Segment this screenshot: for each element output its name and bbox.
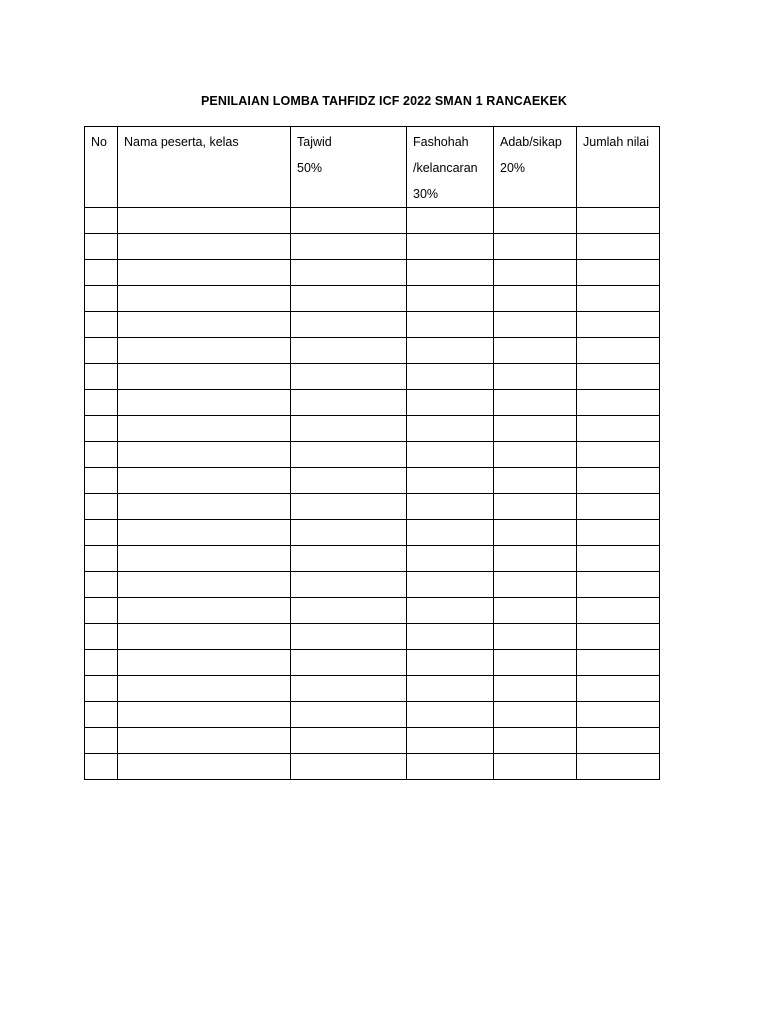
table-row	[85, 546, 660, 572]
table-cell	[291, 676, 407, 702]
table-cell	[577, 286, 660, 312]
table-cell	[407, 364, 494, 390]
table-cell	[494, 650, 577, 676]
table-cell	[577, 234, 660, 260]
table-cell	[407, 572, 494, 598]
table-cell	[118, 468, 291, 494]
header-no	[85, 127, 118, 208]
table-row	[85, 728, 660, 754]
table-cell	[85, 442, 118, 468]
table-cell	[494, 286, 577, 312]
table-cell	[577, 442, 660, 468]
table-cell	[407, 598, 494, 624]
table-cell	[577, 260, 660, 286]
header-text-line: 30%	[413, 187, 439, 201]
table-cell	[494, 546, 577, 572]
table-cell	[407, 702, 494, 728]
table-cell	[118, 416, 291, 442]
header-text-line: 20%	[500, 161, 526, 175]
table-cell	[85, 208, 118, 234]
table-row	[85, 598, 660, 624]
table-cell	[407, 754, 494, 780]
table-cell	[494, 572, 577, 598]
table-cell	[291, 468, 407, 494]
table-cell	[85, 494, 118, 520]
table-cell	[291, 286, 407, 312]
table-cell	[85, 312, 118, 338]
table-cell	[118, 338, 291, 364]
header-text-line: Jumlah nilai	[583, 135, 650, 149]
table-cell	[577, 754, 660, 780]
table-cell	[118, 208, 291, 234]
table-row	[85, 260, 660, 286]
table-cell	[494, 676, 577, 702]
table-cell	[118, 546, 291, 572]
table-cell	[577, 390, 660, 416]
table-cell	[118, 312, 291, 338]
table-cell	[118, 260, 291, 286]
table-cell	[494, 494, 577, 520]
table-cell	[577, 312, 660, 338]
table-cell	[494, 520, 577, 546]
table-cell	[85, 546, 118, 572]
table-row	[85, 286, 660, 312]
table-cell	[85, 286, 118, 312]
table-row	[85, 494, 660, 520]
table-cell	[291, 416, 407, 442]
table-cell	[577, 624, 660, 650]
table-cell	[85, 754, 118, 780]
header-text-line: 50%	[297, 161, 323, 175]
table-cell	[85, 234, 118, 260]
table-cell	[291, 312, 407, 338]
header-text-line: Adab/sikap	[500, 135, 562, 149]
table-cell	[291, 234, 407, 260]
table-cell	[494, 442, 577, 468]
score-table	[84, 126, 660, 780]
table-row	[85, 572, 660, 598]
table-cell	[118, 702, 291, 728]
table-cell	[494, 338, 577, 364]
table-cell	[85, 676, 118, 702]
table-cell	[407, 286, 494, 312]
table-cell	[118, 624, 291, 650]
table-cell	[118, 754, 291, 780]
table-cell	[494, 390, 577, 416]
table-cell	[291, 390, 407, 416]
table-cell	[85, 364, 118, 390]
table-cell	[85, 572, 118, 598]
table-cell	[118, 442, 291, 468]
header-text-line: Nama peserta, kelas	[124, 135, 239, 149]
table-cell	[407, 468, 494, 494]
table-cell	[577, 546, 660, 572]
table-cell	[407, 416, 494, 442]
table-cell	[291, 442, 407, 468]
table-cell	[577, 520, 660, 546]
table-cell	[291, 494, 407, 520]
header-jumlah-nilai	[577, 127, 660, 208]
table-cell	[118, 572, 291, 598]
table-cell	[407, 390, 494, 416]
table-cell	[407, 676, 494, 702]
table-cell	[118, 676, 291, 702]
table-cell	[291, 572, 407, 598]
header-tajwid	[291, 127, 407, 208]
table-cell	[291, 624, 407, 650]
table-cell	[85, 520, 118, 546]
table-cell	[577, 572, 660, 598]
table-cell	[291, 546, 407, 572]
header-text-line: Tajwid	[297, 135, 332, 149]
table-cell	[577, 468, 660, 494]
table-cell	[494, 754, 577, 780]
table-cell	[494, 702, 577, 728]
table-row	[85, 442, 660, 468]
table-body	[85, 208, 660, 780]
table-cell	[494, 234, 577, 260]
table-cell	[85, 390, 118, 416]
table-row	[85, 468, 660, 494]
table-cell	[577, 676, 660, 702]
table-header-row	[85, 127, 660, 208]
table-cell	[577, 728, 660, 754]
table-cell	[407, 260, 494, 286]
table-cell	[494, 624, 577, 650]
table-cell	[118, 364, 291, 390]
table-cell	[291, 364, 407, 390]
table-cell	[494, 312, 577, 338]
table-row	[85, 520, 660, 546]
table-cell	[577, 650, 660, 676]
table-cell	[118, 728, 291, 754]
table-cell	[118, 598, 291, 624]
table-cell	[291, 260, 407, 286]
table-cell	[291, 650, 407, 676]
table-cell	[577, 208, 660, 234]
table-cell	[118, 494, 291, 520]
table-cell	[85, 624, 118, 650]
table-cell	[291, 702, 407, 728]
table-cell	[291, 520, 407, 546]
table-cell	[118, 390, 291, 416]
table-cell	[494, 598, 577, 624]
table-row	[85, 650, 660, 676]
table-row	[85, 676, 660, 702]
table-cell	[407, 494, 494, 520]
table-cell	[577, 364, 660, 390]
header-fashohah	[407, 127, 494, 208]
table-cell	[577, 338, 660, 364]
table-cell	[407, 520, 494, 546]
table-cell	[118, 234, 291, 260]
table-cell	[118, 286, 291, 312]
table-cell	[85, 416, 118, 442]
table-cell	[577, 416, 660, 442]
table-row	[85, 234, 660, 260]
table-cell	[494, 364, 577, 390]
table-row	[85, 312, 660, 338]
table-cell	[407, 234, 494, 260]
table-cell	[407, 442, 494, 468]
table-cell	[291, 208, 407, 234]
table-cell	[85, 468, 118, 494]
table-row	[85, 702, 660, 728]
table-cell	[85, 260, 118, 286]
table-cell	[118, 520, 291, 546]
table-cell	[494, 468, 577, 494]
table-cell	[85, 728, 118, 754]
table-cell	[291, 754, 407, 780]
table-row	[85, 754, 660, 780]
header-text-line: /kelancaran	[413, 161, 478, 175]
table-cell	[85, 598, 118, 624]
table-cell	[407, 728, 494, 754]
table-cell	[577, 598, 660, 624]
table-cell	[494, 728, 577, 754]
table-row	[85, 364, 660, 390]
table-cell	[407, 208, 494, 234]
header-text-line: No	[91, 135, 107, 149]
table-cell	[407, 338, 494, 364]
table-row	[85, 208, 660, 234]
table-cell	[85, 650, 118, 676]
table-cell	[291, 728, 407, 754]
table-cell	[407, 624, 494, 650]
table-cell	[407, 312, 494, 338]
table-cell	[577, 702, 660, 728]
table-cell	[85, 338, 118, 364]
header-adab-sikap	[494, 127, 577, 208]
header-text-line: Fashohah	[413, 135, 469, 149]
table-cell	[291, 338, 407, 364]
table-cell	[494, 208, 577, 234]
header-nama-peserta	[118, 127, 291, 208]
table-cell	[407, 546, 494, 572]
table-cell	[577, 494, 660, 520]
table-row	[85, 338, 660, 364]
table-cell	[407, 650, 494, 676]
table-cell	[494, 260, 577, 286]
document-title: PENILAIAN LOMBA TAHFIDZ ICF 2022 SMAN 1 RANCAEKEK	[200, 94, 568, 108]
table-row	[85, 416, 660, 442]
table-row	[85, 624, 660, 650]
table-cell	[494, 416, 577, 442]
table-row	[85, 390, 660, 416]
table-cell	[85, 702, 118, 728]
table-cell	[118, 650, 291, 676]
table-cell	[291, 598, 407, 624]
